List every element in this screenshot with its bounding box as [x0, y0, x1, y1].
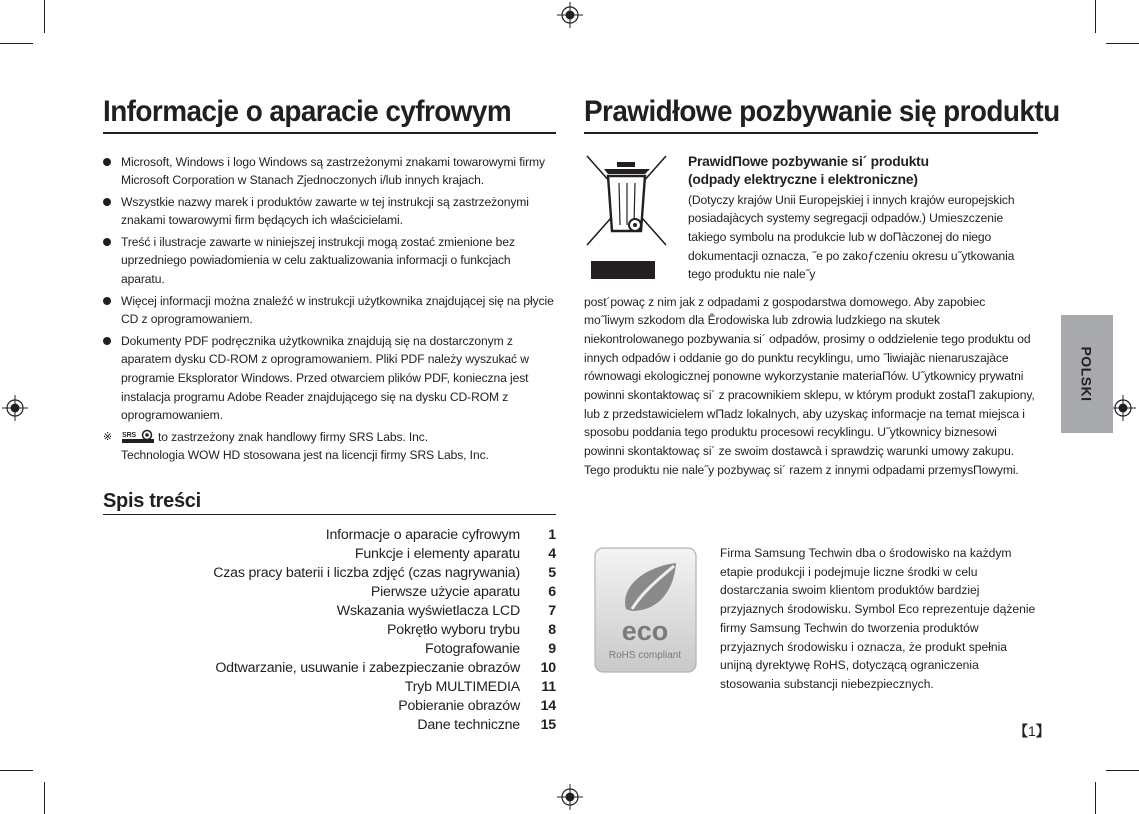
toc-entry[interactable]: Pobieranie obrazów 14 [398, 698, 556, 715]
bullet-icon [103, 337, 111, 345]
eco-section [584, 544, 1038, 714]
svg-text:RoHS compliant: RoHS compliant [608, 650, 682, 661]
toc-entry[interactable]: Fotografowanie 9 [425, 641, 556, 658]
crop-mark [1106, 770, 1139, 771]
language-tab-label: POLSKI [1079, 346, 1095, 402]
language-tab[interactable] [1061, 315, 1113, 433]
toc-title: Spis treści [103, 490, 201, 512]
title-divider [103, 132, 556, 134]
list-item: Treść i ilustracje zawarte w niniejszej instrukcji mogą zostać zmienione bez uprzedniego powiadomienia w celu zaktualizowania informacji o funkcjach aparatu. [103, 233, 556, 289]
left-column [103, 95, 556, 735]
registration-mark-icon [1110, 395, 1136, 421]
toc-entry[interactable]: Pokrętło wyboru trybu 8 [386, 622, 556, 639]
srs-logo-icon [121, 429, 155, 444]
table-of-contents [103, 526, 556, 735]
weee-intro [688, 153, 1038, 285]
weee-body-text: post´powaç z nim jak z odpadami z gospodarstwa domowego. Aby zapobiec mo˝liwym szkodom dla Êrodowiska lub zdrowia ludzkiego na skutek niekontrolowanego pozbywania si´ odpadów, prosimy o oddzielenie tego produktu od innych odpadów i oddanie go do punktu recyklingu, umo ˝liwiajàc nienaruszajàce równowagi ekologicznej ponowne wykorzystanie materiaΠów. U˝ytkownicy prywatni powinni skontaktowaç si´ z pracownikiem sklepu, w którym produkt zostaΠ zakupiony, lub z przedstawicielem wΠadz lokalnych, aby uzyskaç informacje na temat miejsca i sposobu poddania tego produktu procesowi recyklingu. U˝ytkownicy biznesowi powinni skontaktowaç si´ ze swoim dostawcà i sprawdziç warunki umowy zakupu. Tego produktu nie nale˝y pozbywaç si´ razem z innymi odpadami przemysΠowymi. [584, 294, 1035, 477]
toc-entry[interactable]: Wskazania wyświetlacza LCD 7 [336, 603, 556, 620]
weee-heading: PrawidΠowe pozbywanie si´ produktu [688, 153, 929, 169]
bullet-icon [103, 158, 111, 166]
srs-note: ※ SRS to zastrzeżony znak handlowy firmy SRS Labs. Inc. Technologia WOW HD stosowana jest na licencji firmy SRS Labs, Inc. [103, 429, 489, 463]
toc-entry[interactable]: Czas pracy baterii i liczba zdjęć (czas nagrywania) 5 [213, 565, 556, 582]
registration-mark-icon [2, 395, 28, 421]
svg-text:eco: eco [621, 616, 669, 646]
crop-mark [1106, 43, 1139, 44]
toc-entry[interactable]: Odtwarzanie, usuwanie i zabezpieczanie obrazów 10 [215, 660, 556, 677]
bullet-icon [103, 198, 111, 206]
list-item: Wszystkie nazwy marek i produktów zawarte w tej instrukcji są zastrzeżonymi znakami towarowymi firm będących ich właścicielami. [103, 193, 556, 230]
eco-rohs-logo-icon [594, 547, 697, 673]
crop-mark [1095, 0, 1096, 33]
toc-divider [103, 514, 556, 515]
section-title-camera-info: Informacje o aparacie cyfrowym [103, 95, 512, 128]
weee-section [584, 153, 1038, 293]
crop-mark [0, 43, 33, 44]
toc-entry[interactable]: Informacje o aparacie cyfrowym 1 [325, 527, 556, 544]
toc-entry[interactable]: Funkcje i elementy aparatu 4 [354, 546, 556, 563]
toc-entry[interactable]: Dane techniczne 15 [417, 717, 556, 734]
list-item: Dokumenty PDF podręcznika użytkownika znajdują się na dostarczonym z aparatem dysku CD-ROM z oprogramowaniem. Pliki PDF należy wyszukać w programie Eksplorator Windows. Przed otwarciem plików PDF, konieczna jest instalacja programu Adobe Reader znajdującego się na dysku CD-ROM z oprogramowaniem. [103, 332, 556, 425]
note-mark: ※ [103, 430, 113, 443]
page-number: 【1】 [1014, 723, 1050, 739]
crop-mark [0, 770, 33, 771]
right-column [584, 95, 1060, 691]
camera-info-list [103, 153, 556, 466]
crop-mark [44, 782, 45, 814]
title-divider [584, 132, 1038, 134]
bullet-icon [103, 238, 111, 246]
list-item: Microsoft, Windows i logo Windows są zastrzeżonymi znakami towarowymi firmy Microsoft Corporation w Stanach Zjednoczonych i/lub innych krajach. [103, 153, 556, 190]
registration-mark-icon [557, 784, 583, 810]
registration-mark-icon [557, 2, 583, 28]
toc-entry[interactable]: Pierwsze użycie aparatu 6 [370, 584, 556, 601]
crop-mark [44, 0, 45, 33]
section-title-disposal: Prawidłowe pozbywanie się produktu [584, 95, 1060, 128]
eco-text: Firma Samsung Techwin dba o środowisko na każdym etapie produkcji i podejmuje liczne środki w celu dostarczania swoim klientom produktów bardziej przyjaznych środowisku. Symbol Eco reprezentuje dążenie firmy Samsung Techwin do tworzenia produktów przyjaznych środowisku i oznacza, że produkt spełnia unijną dyrektywę RoHS, dotyczącą ograniczenia stosowania substancji niebezpiecznych. [720, 546, 1036, 691]
svg-text:SRS: SRS [122, 431, 137, 439]
weee-lead-text: (Dotyczy krajów Unii Europejskiej i innych krajów europejskich posiadajàcych systemy segregacji odpadów.) Umieszczenie takiego symbolu na produkcie lub w doΠàczonej do niego dokumentacji oznacza, ˝e po zakoƒczeniu okresu u˝ytkowania tego produktu nie nale˝y [688, 192, 1015, 282]
toc-entry[interactable]: Tryb MULTIMEDIA 11 [404, 679, 556, 696]
weee-subheading: (odpady elektryczne i elektroniczne) [688, 171, 918, 187]
bullet-icon [103, 297, 111, 305]
crop-mark [1095, 782, 1096, 814]
crossed-out-wheelie-bin-icon [584, 153, 674, 285]
list-item: Więcej informacji można znaleźć w instrukcji użytkownika znajdującej się na płycie CD z oprogramowaniem. [103, 292, 556, 329]
